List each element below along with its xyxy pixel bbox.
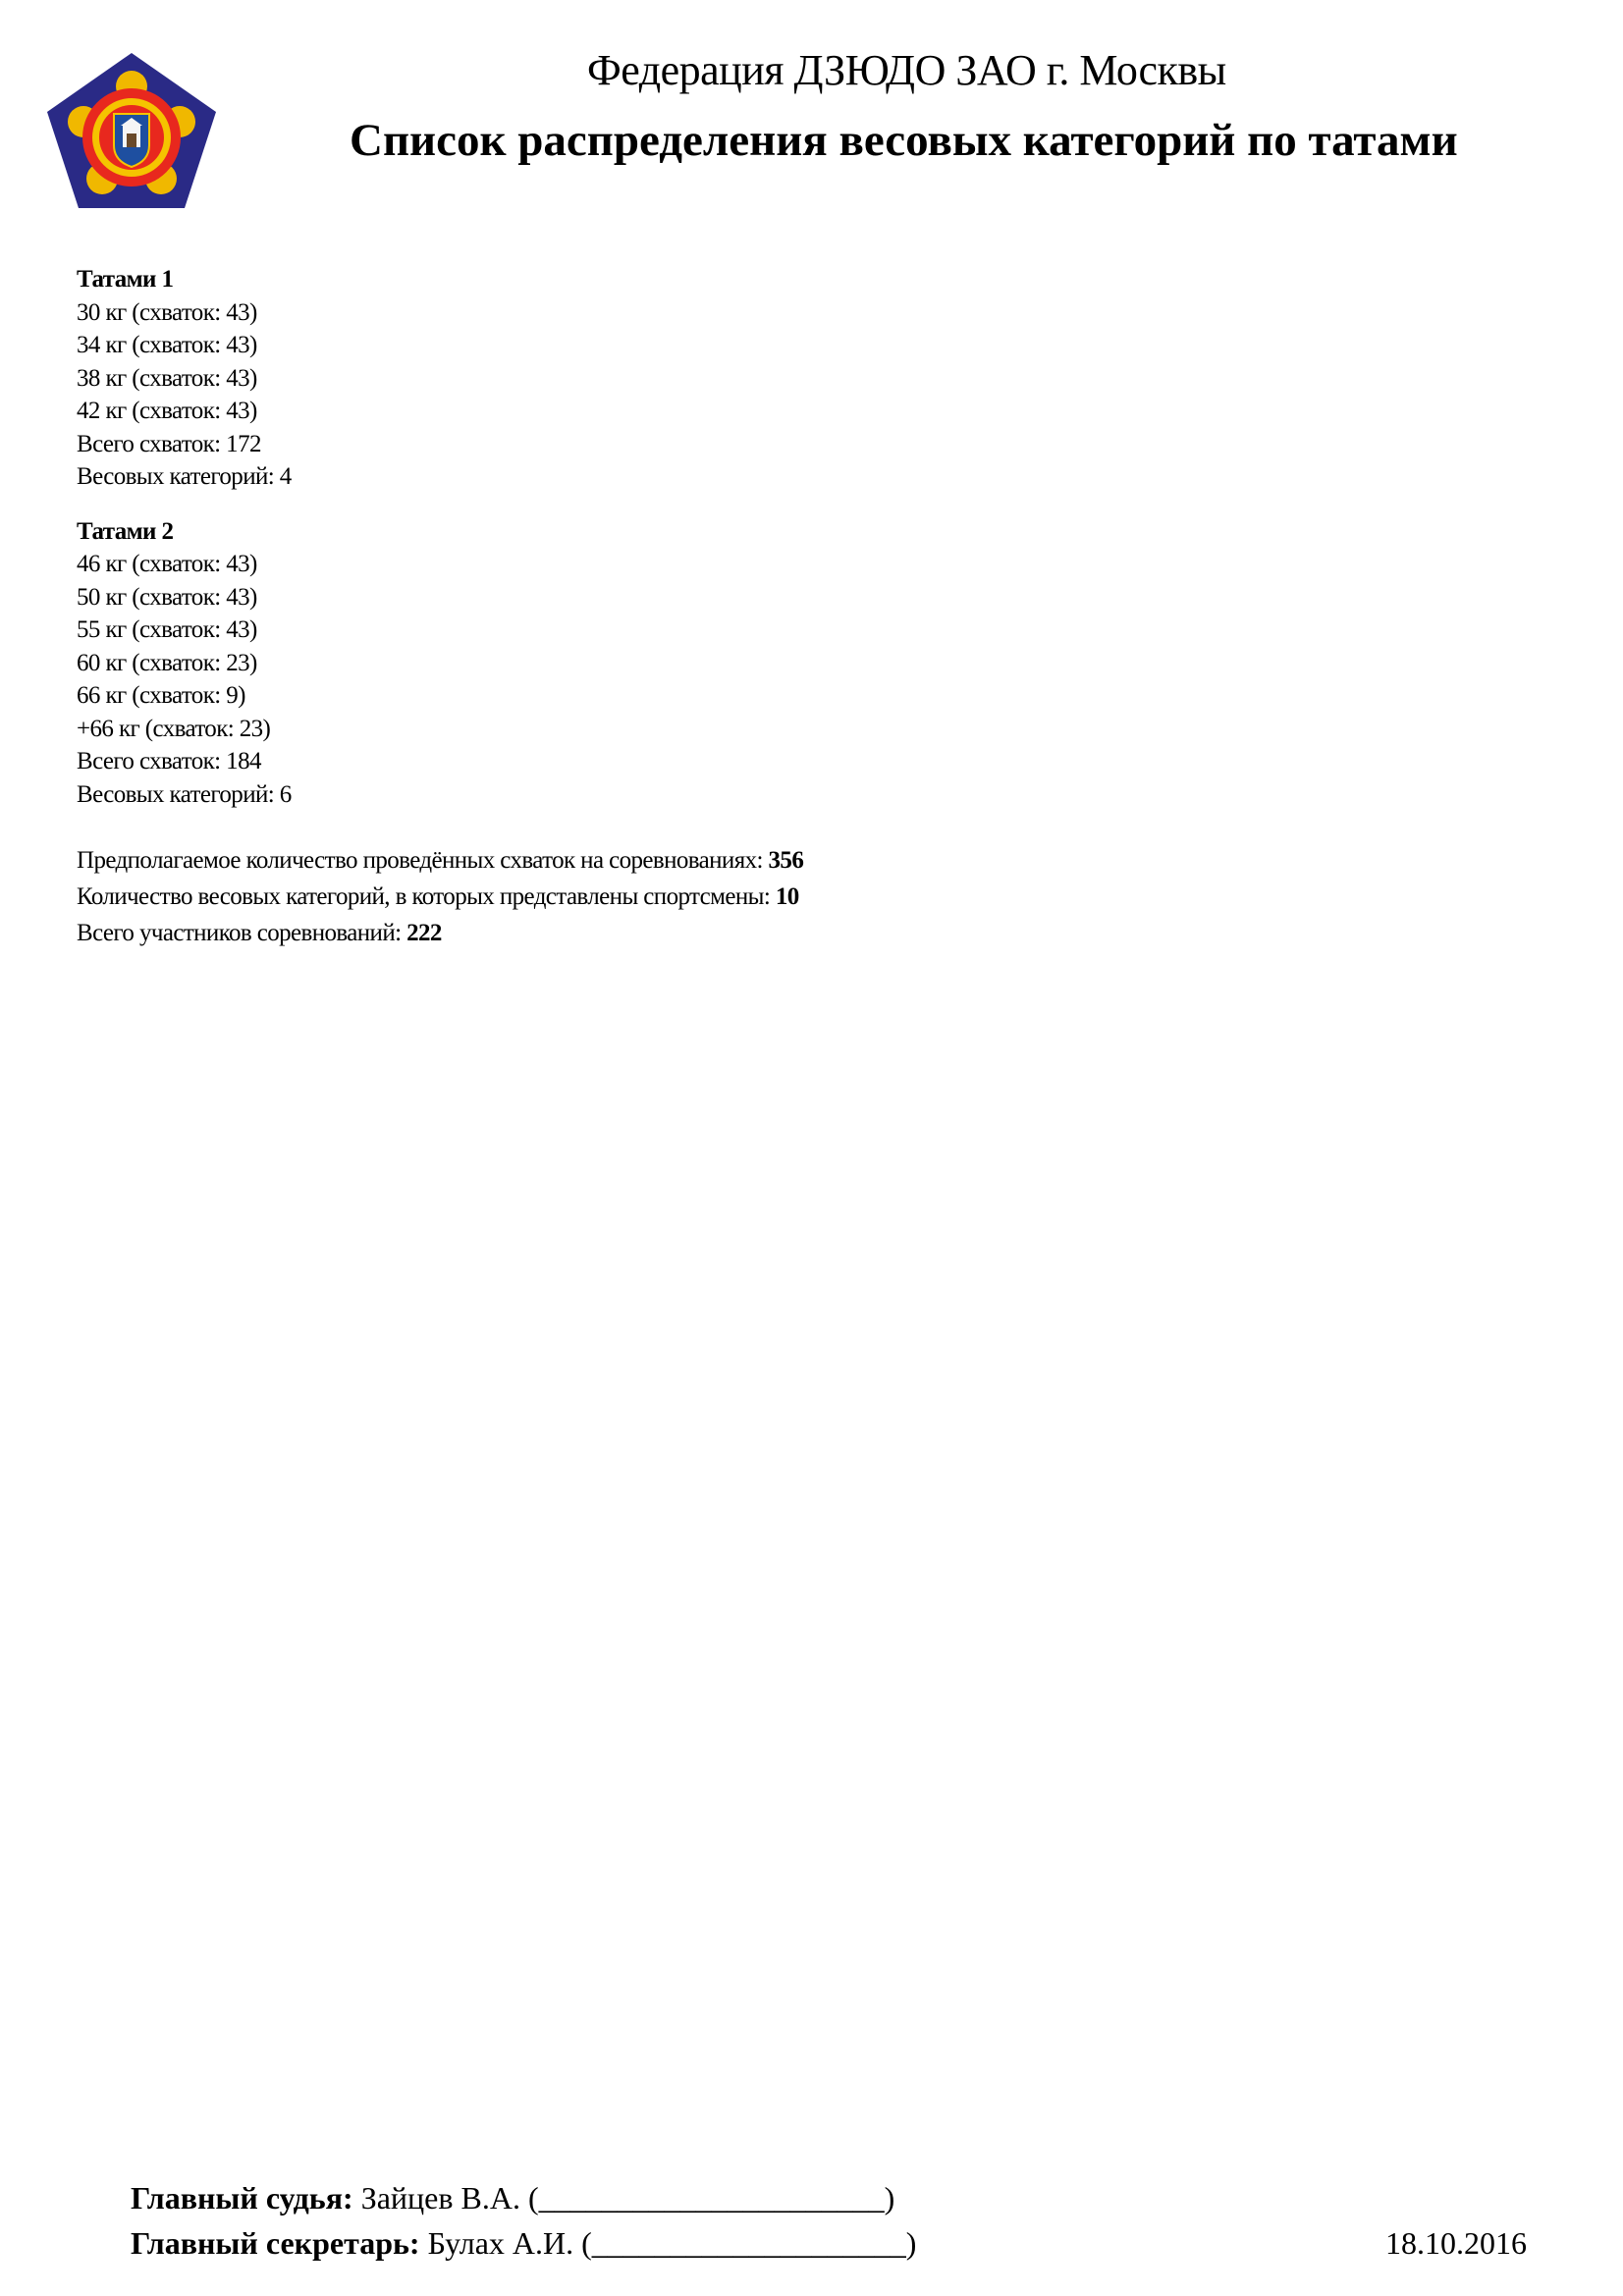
page-title: Список распределения весовых категорий по татами	[350, 115, 1458, 166]
weight-category-item: 34 кг (схваток: 43)	[77, 332, 257, 358]
chief-secretary-line	[131, 2220, 916, 2266]
weight-category-item: +66 кг (схваток: 23)	[77, 715, 271, 742]
chief-judge-line	[131, 2175, 916, 2220]
weight-category-item: 50 кг (схваток: 43)	[77, 583, 257, 611]
weight-category-item: 55 кг (схваток: 43)	[77, 616, 257, 643]
signatures	[131, 2175, 916, 2266]
summary-participants-value: 222	[406, 920, 442, 946]
tatami-block-2	[77, 515, 1157, 812]
tatami-total-bouts: Всего схваток: 172	[77, 430, 261, 457]
summary-bouts	[77, 842, 1157, 879]
summary-participants	[77, 915, 1157, 951]
tatami-title: Татами 2	[77, 517, 174, 545]
tatami-weight-categories: Весовых категорий: 4	[77, 463, 292, 490]
document-date: 18.10.2016	[1385, 2225, 1527, 2261]
distribution-list	[77, 263, 1157, 951]
summary-bouts-label: Предполагаемое количество проведённых схваток на соревнованиях:	[77, 847, 769, 874]
federation-emblem-icon	[43, 49, 220, 212]
weight-category-item: 60 кг (схваток: 23)	[77, 649, 257, 676]
summary-categories-value: 10	[775, 883, 799, 910]
chief-judge-name: Зайцев В.А. (______________________)	[352, 2180, 895, 2216]
chief-secretary-label: Главный секретарь:	[131, 2225, 420, 2261]
summary-categories-label: Количество весовых категорий, в которых представлены спортсмены:	[77, 883, 776, 910]
summary-categories	[77, 879, 1157, 915]
weight-category-item: 30 кг (схваток: 43)	[77, 298, 257, 326]
competition-summary	[77, 842, 1157, 951]
tatami-weight-categories: Весовых категорий: 6	[77, 780, 292, 808]
tatami-block-1	[77, 263, 1157, 494]
tatami-total-bouts: Всего схваток: 184	[77, 748, 261, 774]
summary-participants-label: Всего участников соревнований:	[77, 920, 407, 946]
chief-judge-label: Главный судья:	[131, 2180, 353, 2216]
weight-category-item: 42 кг (схваток: 43)	[77, 398, 257, 424]
chief-secretary-name: Булах А.И. (____________________)	[419, 2225, 917, 2261]
weight-category-item: 38 кг (схваток: 43)	[77, 364, 257, 392]
organization-name: Федерация ДЗЮДО ЗАО г. Москвы	[587, 46, 1226, 94]
weight-category-item: 66 кг (схваток: 9)	[77, 682, 245, 709]
summary-bouts-value: 356	[768, 847, 804, 874]
weight-category-item: 46 кг (схваток: 43)	[77, 551, 257, 577]
tatami-title: Татами 1	[77, 266, 174, 293]
